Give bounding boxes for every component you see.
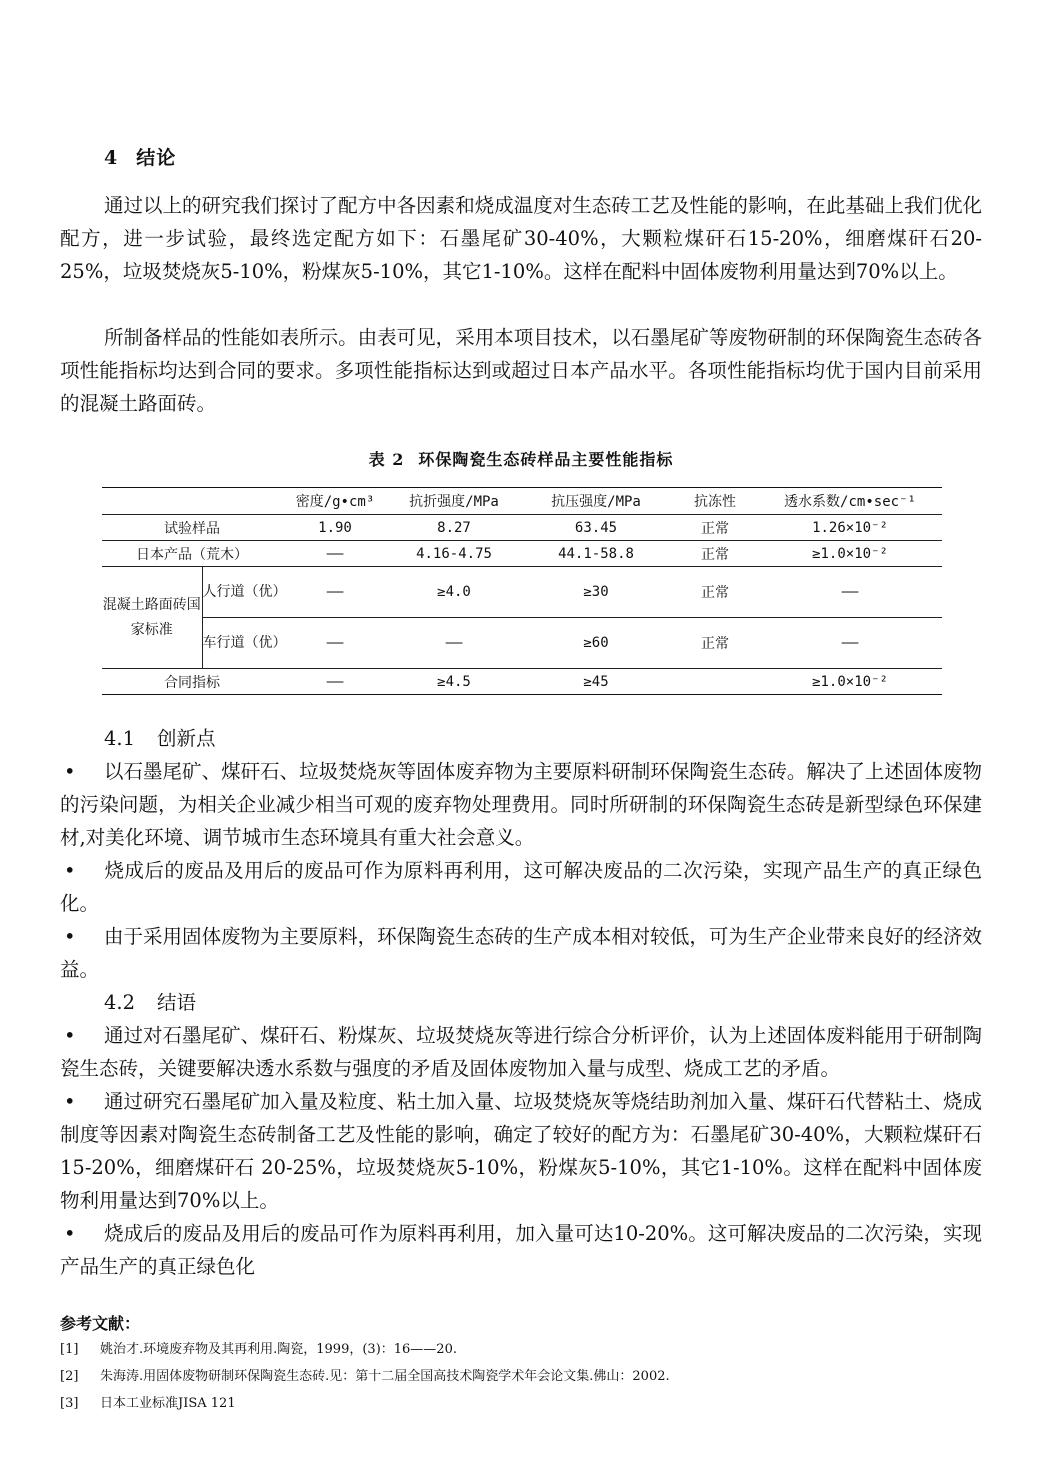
reference-text: 日本工业标准JISA 121 xyxy=(100,1396,236,1411)
row-label: 人行道（优） xyxy=(202,567,282,618)
cell-frost: 正常 xyxy=(672,541,758,567)
table-header-row xyxy=(102,488,942,515)
cell-permeability: —— xyxy=(758,567,942,618)
cell-density: —— xyxy=(282,618,388,669)
reference-item xyxy=(60,1395,236,1413)
cell-compressive: 63.45 xyxy=(520,515,672,541)
bullet-item xyxy=(60,755,982,854)
group-label: 混凝土路面砖国家标准 xyxy=(102,567,202,669)
cell-permeability: —— xyxy=(758,618,942,669)
table-row xyxy=(102,669,942,695)
header-blank xyxy=(102,488,282,515)
cell-density: —— xyxy=(282,541,388,567)
section-number: 4 xyxy=(104,147,119,169)
header-permeability: 透水系数/cm•sec⁻¹ xyxy=(758,488,942,515)
table-row xyxy=(102,515,942,541)
cell-flexural: 4.16-4.75 xyxy=(388,541,520,567)
bullet-item xyxy=(60,920,982,986)
cell-flexural: ≥4.0 xyxy=(388,567,520,618)
cell-compressive: ≥30 xyxy=(520,567,672,618)
bullet-text: 烧成后的废品及用后的废品可作为原料再利用，这可解决废品的二次污染，实现产品生产的真正绿色化。 xyxy=(60,859,982,915)
bullet-text: 烧成后的废品及用后的废品可作为原料再利用，加入量可达10-20%。这可解决废品的二次污染，实现产品生产的真正绿色化 xyxy=(60,1222,982,1278)
header-compressive: 抗压强度/MPa xyxy=(520,488,672,515)
reference-number: [3] xyxy=(60,1396,79,1411)
subsection-title: 结语 xyxy=(157,991,197,1014)
cell-frost: 正常 xyxy=(672,567,758,618)
cell-frost xyxy=(672,669,758,695)
cell-flexural: 8.27 xyxy=(388,515,520,541)
bullet-dot: • xyxy=(64,760,76,783)
paragraph-formula: 通过以上的研究我们探讨了配方中各因素和烧成温度对生态砖工艺及性能的影响，在此基础上我们优化配方，进一步试验，最终选定配方如下：石墨尾矿30-40%，大颗粒煤矸石15-20%，细磨煤矸石20-25%，垃圾焚烧灰5-10%，粉煤灰5-10%，其它1-10%。这样在配料中固体废物利用量达到70%以上。 xyxy=(60,194,982,283)
bullet-dot: • xyxy=(64,1024,76,1047)
table-row xyxy=(102,618,942,669)
bullet-dot: • xyxy=(64,925,76,948)
subsection-number: 4.1 xyxy=(104,727,136,750)
reference-number: [2] xyxy=(60,1369,79,1384)
table-row xyxy=(102,541,942,567)
bullet-item xyxy=(60,1019,982,1085)
bullet-item xyxy=(60,1085,982,1217)
subsection-heading xyxy=(104,722,216,755)
row-label: 合同指标 xyxy=(102,669,282,695)
row-label: 车行道（优） xyxy=(202,618,282,669)
bullet-dot: • xyxy=(64,1090,76,1113)
bullet-item xyxy=(60,1217,982,1283)
row-label: 试验样品 xyxy=(102,515,282,541)
subsection-number: 4.2 xyxy=(104,991,136,1014)
cell-density: —— xyxy=(282,567,388,618)
cell-compressive: ≥60 xyxy=(520,618,672,669)
cell-permeability: ≥1.0×10⁻² xyxy=(758,669,942,695)
cell-permeability: ≥1.0×10⁻² xyxy=(758,541,942,567)
table-number: 表 2 xyxy=(368,450,405,469)
bullet-text: 通过对石墨尾矿、煤矸石、粉煤灰、垃圾焚烧灰等进行综合分析评价，认为上述固体废料能用于研制陶瓷生态砖，关键要解决透水系数与强度的矛盾及固体废物加入量与成型、烧成工艺的矛盾。 xyxy=(60,1024,982,1080)
bullet-dot: • xyxy=(64,859,76,882)
bullet-text: 由于采用固体废物为主要原料，环保陶瓷生态砖的生产成本相对较低，可为生产企业带来良好的经济效益。 xyxy=(60,925,982,981)
cell-flexural: ≥4.5 xyxy=(388,669,520,695)
subsection-heading xyxy=(104,986,196,1019)
cell-permeability: 1.26×10⁻² xyxy=(758,515,942,541)
bullet-text: 通过研究石墨尾矿加入量及粒度、粘土加入量、垃圾焚烧灰等烧结助剂加入量、煤矸石代替粘土、烧成制度等因素对陶瓷生态砖制备工艺及性能的影响，确定了较好的配方为：石墨尾矿30-40%，大颗粒煤矸石15-20%，细磨煤矸石 20-25%，垃圾焚烧灰5-10%，粉煤灰5-10%，其它1-10%。这样在配料中固体废物利用量达到70%以上。 xyxy=(60,1090,982,1212)
header-frost: 抗冻性 xyxy=(672,488,758,515)
bullet-item xyxy=(60,854,982,920)
bullet-dot: • xyxy=(64,1222,76,1245)
section-title: 结论 xyxy=(136,147,177,169)
reference-item xyxy=(60,1341,457,1359)
cell-compressive: ≥45 xyxy=(520,669,672,695)
reference-text: 姚治才.环境废弃物及其再利用.陶瓷，1999，(3)：16——20. xyxy=(100,1342,457,1357)
performance-table xyxy=(102,487,942,695)
subsection-title: 创新点 xyxy=(157,727,216,750)
cell-flexural: —— xyxy=(388,618,520,669)
row-label: 日本产品（荒木） xyxy=(102,541,282,567)
header-flexural: 抗折强度/MPa xyxy=(388,488,520,515)
bullet-text: 以石墨尾矿、煤矸石、垃圾焚烧灰等固体废弃物为主要原料研制环保陶瓷生态砖。解决了上述固体废物的污染问题，为相关企业减少相当可观的废弃物处理费用。同时所研制的环保陶瓷生态砖是新型绿色环保建材,对美化环境、调节城市生态环境具有重大社会意义。 xyxy=(60,760,982,849)
reference-number: [1] xyxy=(60,1342,79,1357)
cell-frost: 正常 xyxy=(672,515,758,541)
table-caption xyxy=(60,447,982,470)
table-title: 环保陶瓷生态砖样品主要性能指标 xyxy=(418,450,674,469)
references-heading: 参考文献： xyxy=(60,1314,141,1333)
cell-density: —— xyxy=(282,669,388,695)
section-heading xyxy=(104,143,176,170)
cell-compressive: 44.1-58.8 xyxy=(520,541,672,567)
reference-text: 朱海涛.用固体废物研制环保陶瓷生态砖.见：第十二届全国高技术陶瓷学术年会论文集.佛山：2002. xyxy=(100,1369,670,1384)
table-row xyxy=(102,567,942,618)
cell-frost: 正常 xyxy=(672,618,758,669)
paragraph-performance: 所制备样品的性能如表所示。由表可见，采用本项目技术，以石墨尾矿等废物研制的环保陶瓷生态砖各项性能指标均达到合同的要求。多项性能指标达到或超过日本产品水平。各项性能指标均优于国内目前采用的混凝土路面砖。 xyxy=(60,326,982,415)
reference-item xyxy=(60,1368,670,1386)
cell-density: 1.90 xyxy=(282,515,388,541)
header-density: 密度/g•cm³ xyxy=(282,488,388,515)
